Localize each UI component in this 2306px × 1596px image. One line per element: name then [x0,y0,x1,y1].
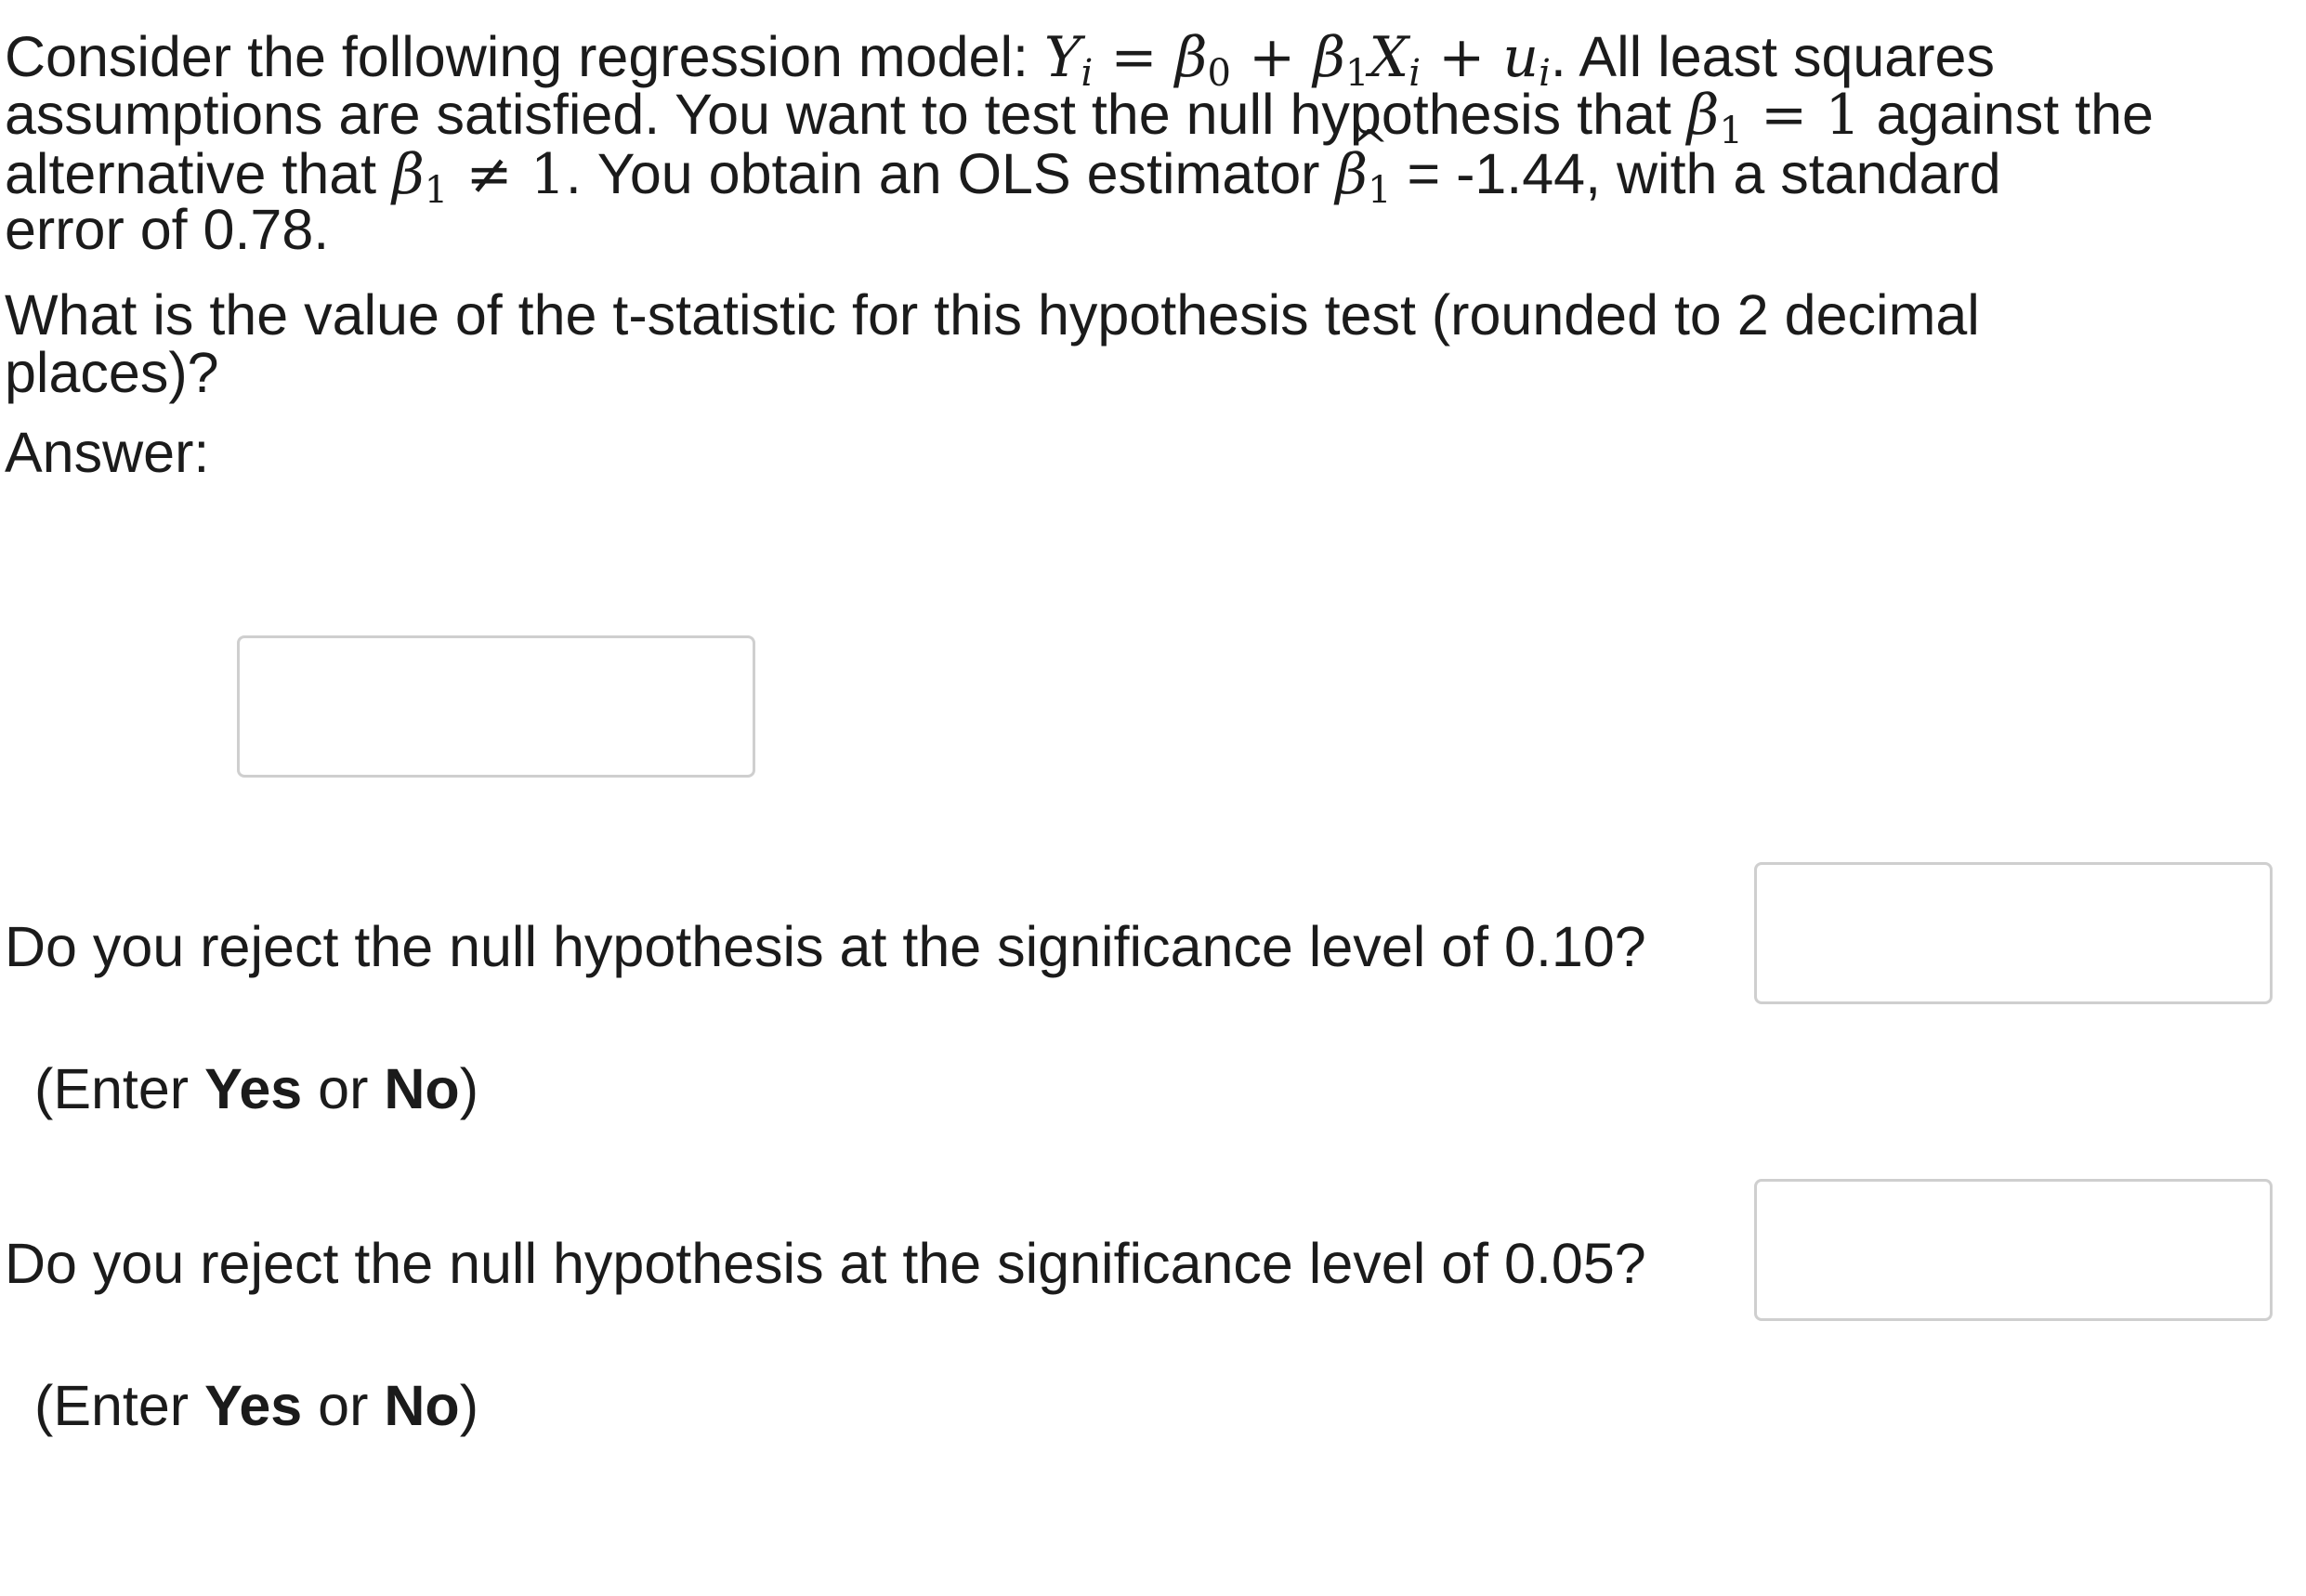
reject-005-hint [34,1368,478,1443]
hint-text: or [302,1057,385,1120]
hint-text: ) [459,1374,479,1437]
question-text: Consider the following regression model: [5,25,1044,88]
hint-yes: Yes [204,1057,303,1120]
question-text: assumptions are satisfied. You want to test the null hypothesis that [5,83,1687,146]
hint-text: or [302,1374,385,1437]
t-stat-question-line-1 [5,269,1980,360]
reject-010-hint [34,1052,478,1126]
hint-text: (Enter [34,1374,205,1437]
reject-005-question: Do you reject the null hypothesis at the significance level of 0.05? [5,1232,1646,1295]
reject-005-answer-input[interactable] [1754,1179,2273,1321]
t-stat-question-line-2 [5,327,219,418]
hint-text: (Enter [34,1057,205,1120]
estimator-math: ^ $\beta_1$ [1335,142,1391,207]
question-text: alternative that [5,142,393,205]
regression-equation: $Y_i = \beta_0 + \beta_1X_i + u_i$ [1043,25,1551,95]
question-line-4 [5,184,329,275]
reject-010-question: Do you reject the null hypothesis at the significance level of 0.10? [5,915,1646,978]
question-text: against the [1860,83,2154,146]
question-text: error of 0.78. [5,198,330,261]
t-stat-question-text: What is the value of the t-statistic for this hypothesis test (rounded to 2 decimal [5,283,1980,347]
question-text: . You obtain an OLS estimator [565,142,1336,205]
null-hypothesis-math: $\beta_1 = 1$ [1686,83,1861,152]
question-text: . All least squares [1550,25,1995,88]
hint-no: No [384,1057,460,1120]
question-text: = -1.44, with a standard [1391,142,2001,205]
t-statistic-answer-input[interactable] [237,635,755,778]
hint-yes: Yes [204,1374,303,1437]
t-stat-question-text: places)? [5,341,219,404]
alternative-hypothesis-math: $\beta_1 \ne 1$ [392,142,566,212]
hint-text: ) [459,1057,479,1120]
hint-no: No [384,1374,460,1437]
reject-010-answer-input[interactable] [1754,862,2273,1004]
answer-label: Answer: [5,421,210,484]
